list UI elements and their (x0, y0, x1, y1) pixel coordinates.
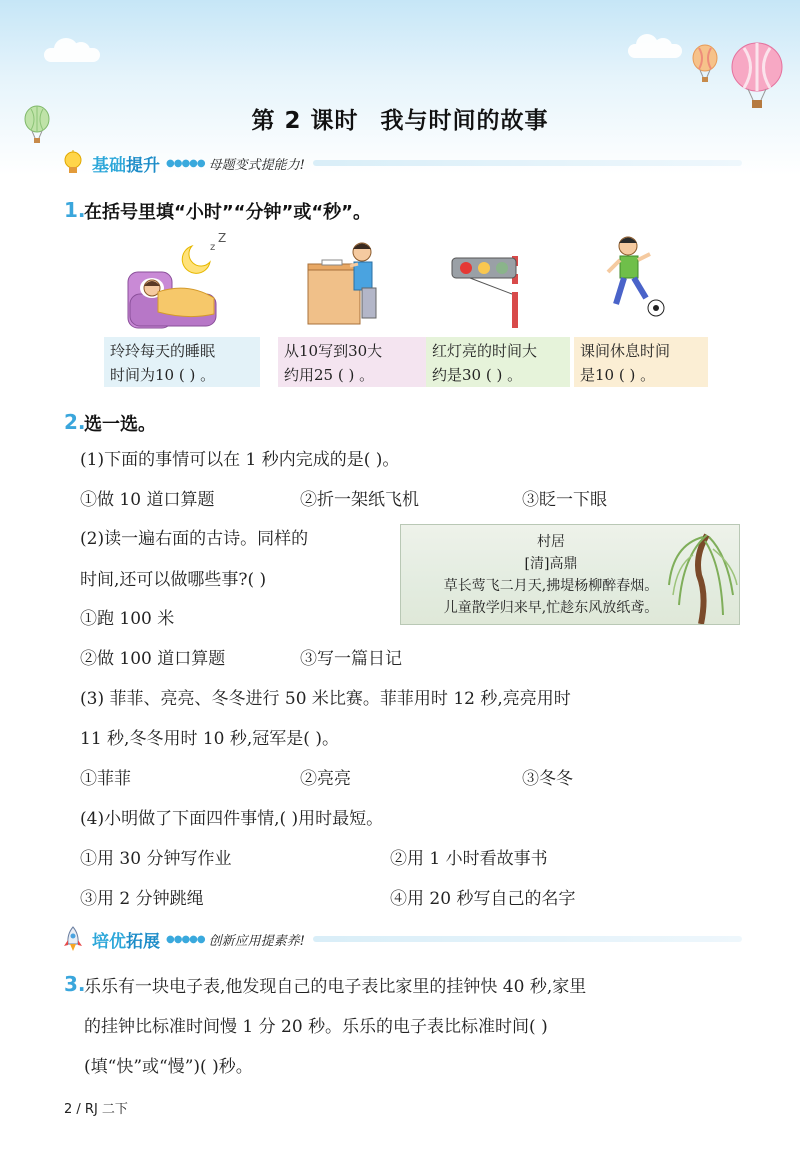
boy-writing-illustration (304, 232, 384, 332)
lesson-title: 我与时间的故事 (380, 108, 549, 134)
caption-line: 约用25 ( ) 。 (284, 366, 375, 384)
option: ③写一篇日记 (300, 649, 402, 669)
caption-line: 红灯亮的时间大 (432, 342, 538, 360)
caption-line: 课间休息时间 (580, 342, 671, 360)
option: ②做 100 道口算题 (80, 649, 226, 669)
caption-card (278, 337, 426, 387)
svg-text:Z: Z (218, 232, 227, 245)
option: ④用 20 秒写自己的名字 (390, 889, 576, 909)
sub-question: (4)小明做了下面四件事情,( )用时最短。 (80, 809, 384, 829)
question-number: 2. (64, 410, 86, 434)
sub-question: (2)读一遍右面的古诗。同样的 (80, 529, 309, 549)
sub-question: 11 秒,冬冬用时 10 秒,冠军是( )。 (80, 729, 339, 749)
option: ②亮亮 (300, 769, 351, 789)
caption-card (574, 337, 708, 387)
poem-box (400, 524, 740, 625)
divider (313, 160, 742, 166)
poem-line: 儿童散学归来早,忙趁东风放纸鸢。 (443, 600, 659, 616)
sleeping-girl-illustration (118, 232, 238, 332)
cloud-decoration (44, 48, 100, 62)
sub-question: (1)下面的事情可以在 1 秒内完成的是( )。 (80, 450, 400, 470)
page-title (0, 102, 800, 135)
option: ①做 10 道口算题 (80, 490, 215, 510)
question-text: (填“快”或“慢”)( )秒。 (84, 1057, 253, 1077)
divider (313, 936, 742, 942)
dots-decoration: ●●●●● (166, 933, 205, 945)
option: ③冬冬 (522, 769, 573, 789)
option: ①跑 100 米 (80, 609, 175, 629)
question-text: 在括号里填“小时”“分钟”或“秒”。 (84, 202, 371, 223)
option: ①菲菲 (80, 769, 131, 789)
rocket-icon (62, 926, 84, 952)
caption-line: 时间为10 ( ) 。 (110, 366, 216, 384)
hot-air-balloon-icon (690, 44, 720, 84)
section-tag: 基础提升 (92, 155, 160, 176)
page-footer: 2 / RJ 二下 (64, 1102, 128, 1117)
poem-author: [清]高鼎 (524, 556, 578, 572)
option: ②用 1 小时看故事书 (390, 849, 548, 869)
question-number: 1. (64, 198, 86, 222)
section-motto: 创新应用提素养! (208, 933, 305, 949)
header-background (0, 0, 800, 175)
question-text: 乐乐有一块电子表,他发现自己的电子表比家里的挂钟快 40 秒,家里 (84, 977, 587, 997)
lightbulb-icon (62, 150, 84, 176)
section-header-advanced (62, 926, 742, 952)
svg-text:z: z (210, 242, 216, 253)
section-header-basic (62, 150, 742, 176)
section-motto: 母题变式提能力! (208, 157, 305, 173)
boy-playing-soccer-illustration (594, 232, 674, 332)
caption-card (426, 337, 570, 387)
cloud-decoration (628, 44, 682, 58)
option: ③用 2 分钟跳绳 (80, 889, 204, 909)
dots-decoration: ●●●●● (166, 157, 205, 169)
traffic-light-illustration (450, 232, 530, 332)
caption-line: 玲玲每天的睡眠 (110, 342, 216, 360)
caption-card (104, 337, 260, 387)
option: ②折一架纸飞机 (300, 490, 419, 510)
poem-title: 村居 (537, 534, 565, 550)
sub-question: (3) 菲菲、亮亮、冬冬进行 50 米比赛。菲菲用时 12 秒,亮亮用时 (80, 689, 571, 709)
caption-line: 是10 ( ) 。 (580, 366, 656, 384)
option: ③眨一下眼 (522, 490, 607, 510)
lesson-number: 第 2 课时 (251, 108, 359, 134)
poem-line: 草长莺飞二月天,拂堤杨柳醉春烟。 (443, 578, 659, 594)
question-text: 的挂钟比标准时间慢 1 分 20 秒。乐乐的电子表比标准时间( ) (84, 1017, 548, 1037)
caption-line: 约是30 ( ) 。 (432, 366, 523, 384)
question-text: 选一选。 (84, 414, 156, 435)
section-tag: 培优拓展 (92, 931, 160, 952)
caption-line: 从10写到30大 (284, 342, 383, 360)
sub-question: 时间,还可以做哪些事?( ) (80, 570, 267, 590)
option: ①用 30 分钟写作业 (80, 849, 232, 869)
question-number: 3. (64, 972, 86, 996)
